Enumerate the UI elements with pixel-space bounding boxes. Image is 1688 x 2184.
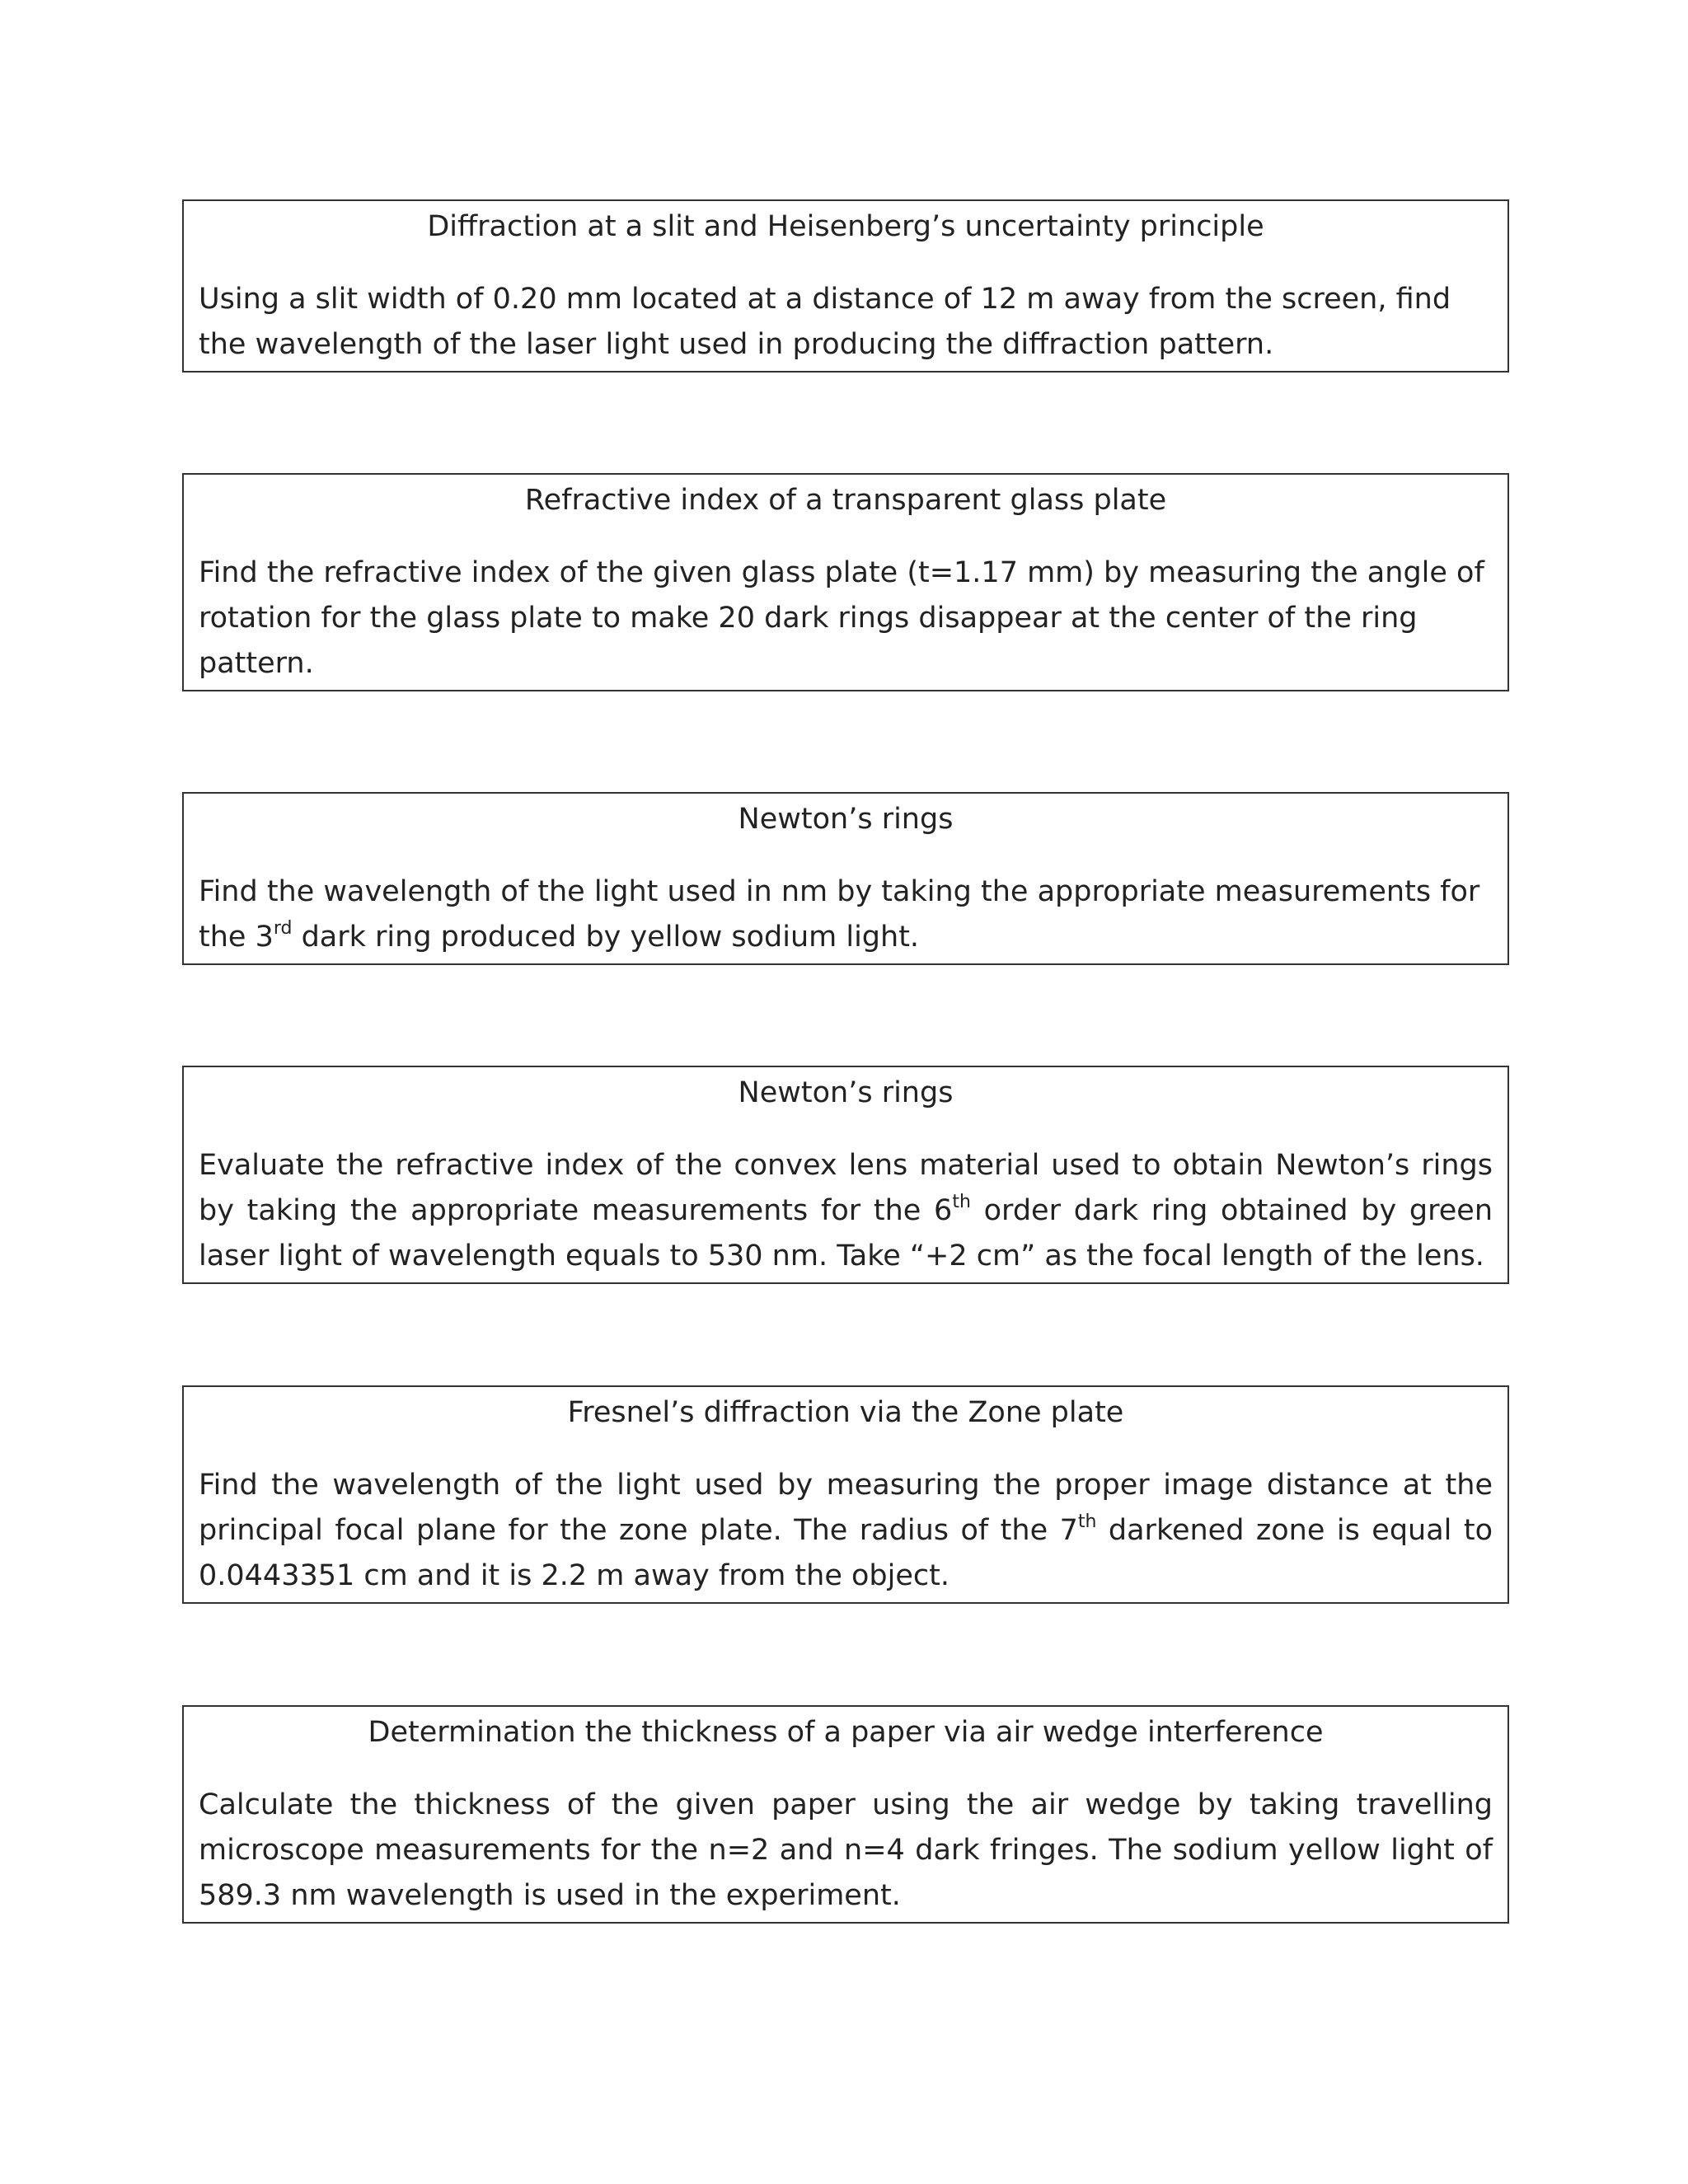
- task-title: Fresnel’s diffraction via the Zone plate: [567, 1396, 1124, 1429]
- task-description: [199, 1143, 1493, 1279]
- task-description-part: Evaluate the refractive index of the convex lens material used to obtain Newton’s rings by taking the appropriate measurements for the 6: [199, 1149, 1493, 1227]
- task-box-newtons-rings-wavelength: [182, 792, 1509, 965]
- task-description-part: order dark ring obtained by green laser light of wavelength equals to 530 nm. Take “+2 cm” as the focal length of the lens.: [199, 1194, 1493, 1272]
- task-description-part: Find the wavelength of the light used by measuring the proper image distance at the principal focal plane for the zone plate. The radius of the 7: [199, 1469, 1493, 1547]
- ordinal-suffix: rd: [273, 918, 293, 939]
- task-box-slit-diffraction: [182, 199, 1509, 373]
- task-box-air-wedge: [182, 1705, 1509, 1924]
- task-description: [199, 869, 1493, 960]
- task-box-fresnel-zone-plate: [182, 1385, 1509, 1604]
- task-description: [199, 1463, 1493, 1599]
- task-description: Calculate the thickness of the given paper using the air wedge by taking travelling microscope measurements for the n=2 and n=4 dark fringes. The sodium yellow light of 589.3 nm wavelength is used in the experiment.: [199, 1788, 1493, 1912]
- ordinal-suffix: th: [952, 1192, 971, 1212]
- task-title: Refractive index of a transparent glass plate: [524, 484, 1167, 517]
- task-description-part: dark ring produced by yellow sodium light.: [292, 921, 920, 954]
- task-title: Determination the thickness of a paper via air wedge interference: [368, 1716, 1324, 1749]
- task-title: Newton’s rings: [738, 1076, 954, 1109]
- task-box-refractive-index-glass-plate: [182, 473, 1509, 691]
- task-title: Newton’s rings: [738, 803, 954, 836]
- task-description: Using a slit width of 0.20 mm located at a distance of 12 m away from the screen, find the wavelength of the laser light used in producing the diffraction pattern.: [199, 283, 1451, 361]
- task-title: Diffraction at a slit and Heisenberg’s uncertainty principle: [427, 210, 1264, 243]
- task-box-newtons-rings-refractive-index: [182, 1066, 1509, 1284]
- task-description-part: darkened zone is equal to 0.0443351 cm and it is 2.2 m away from the object.: [199, 1514, 1493, 1592]
- task-description-part: Find the wavelength of the light used in nm by taking the appropriate measurements for the 3: [199, 875, 1480, 954]
- ordinal-suffix: th: [1077, 1511, 1097, 1532]
- task-description: Find the refractive index of the given glass plate (t=1.17 mm) by measuring the angle of rotation for the glass plate to make 20 dark rings disappear at the center of the ring pattern.: [199, 556, 1484, 680]
